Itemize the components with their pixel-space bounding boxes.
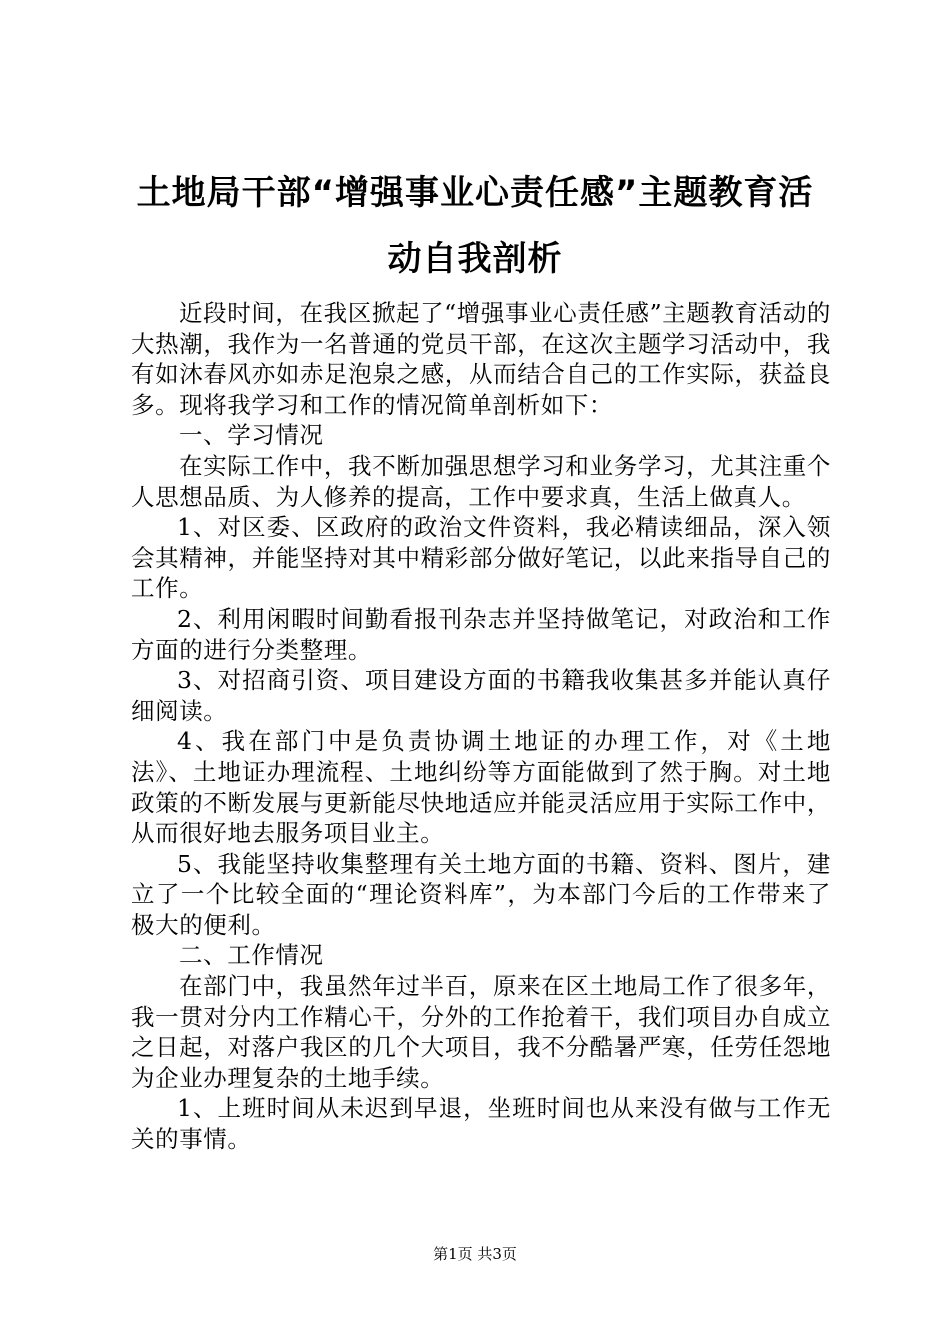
study-item-2: 2、利用闲暇时间勤看报刊杂志并坚持做笔记，对政治和工作方面的进行分类整理。 (131, 604, 831, 664)
document-body (131, 298, 831, 1155)
page-footer: 第1页 共3页 (433, 1245, 517, 1263)
section-heading-work: 二、工作情况 (179, 941, 324, 970)
study-item-5: 5、我能坚持收集整理有关土地方面的书籍、资料、图片，建立了一个比较全面的“理论资料库”，为本部门今后的工作带来了极大的便利。 (131, 849, 831, 939)
section-heading-study: 一、学习情况 (179, 421, 324, 450)
work-paragraph: 在部门中，我虽然年过半百，原来在区土地局工作了很多年，我一贯对分内工作精心干，分外的工作抢着干，我们项目办自成立之日起，对落户我区的几个大项目，我不分酷暑严寒，任劳任怨地为企业办理复杂的土地手续。 (131, 972, 831, 1092)
title-line-2: 动自我剖析 (387, 239, 563, 279)
work-item-1: 1、上班时间从未迟到早退，坐班时间也从来没有做与工作无关的事情。 (131, 1094, 831, 1154)
intro-paragraph: 近段时间，在我区掀起了“增强事业心责任感”主题教育活动的大热潮，我作为一名普通的党员干部，在这次主题学习活动中，我有如沐春风亦如赤足泡泉之感，从而结合自己的工作实际，获益良多。现将我学习和工作的情况简单剖析如下： (131, 299, 831, 419)
document-title (100, 160, 850, 292)
study-item-1: 1、对区委、区政府的政治文件资料，我必精读细品，深入领会其精神，并能坚持对其中精彩部分做好笔记，以此来指导自己的工作。 (131, 513, 831, 603)
study-item-4: 4、我在部门中是负责协调土地证的办理工作，对《土地法》、土地证办理流程、土地纠纷等方面能做到了然于胸。对土地政策的不断发展与更新能尽快地适应并能灵活应用于实际工作中，从而很好地去服务项目业主。 (131, 727, 831, 848)
title-line-1: 土地局干部“增强事业心责任感”主题教育活 (136, 173, 814, 213)
study-item-3: 3、对招商引资、项目建设方面的书籍我收集甚多并能认真仔细阅读。 (131, 666, 831, 725)
study-paragraph: 在实际工作中，我不断加强思想学习和业务学习，尤其注重个人思想品质、为人修养的提高，工作中要求真，生活上做真人。 (131, 451, 831, 511)
